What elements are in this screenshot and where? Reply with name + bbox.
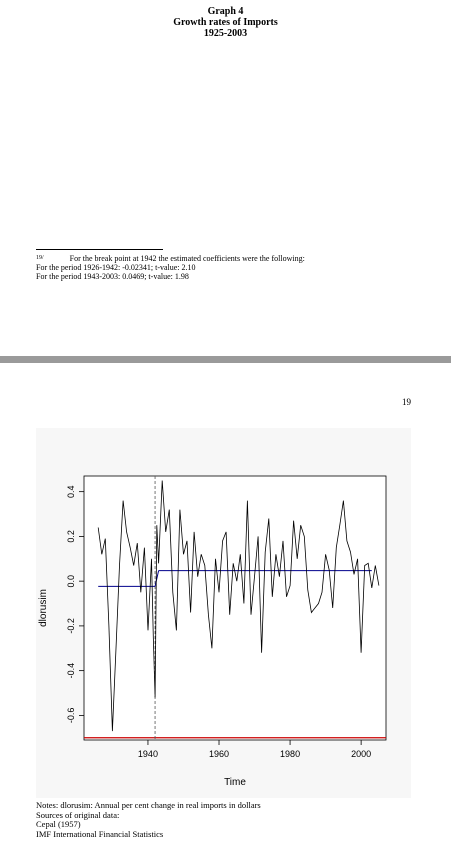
footnote-line-1	[36, 254, 305, 263]
y-tick-label: 0.2	[66, 530, 76, 543]
footnote-rule	[36, 249, 163, 250]
footnote-line-3: For the period 1943-2003: 0.0469; t-value: 1.98	[36, 272, 189, 281]
notes-line-2: Sources of original data:	[36, 809, 120, 820]
notes-line-1: Notes: dlorusim: Annual per cent change in real imports in dollars	[36, 800, 261, 810]
footnote-text-1: For the break point at 1942 the estimated coefficients were the following:	[69, 254, 305, 263]
y-axis-label: dlorusim	[38, 589, 49, 627]
page-separator	[0, 356, 451, 363]
y-tick-label: -0.2	[66, 618, 76, 634]
plot-frame	[84, 476, 386, 740]
x-tick-label: 2000	[351, 749, 372, 759]
footnote	[36, 254, 305, 281]
notes-line-4: IMF International Financial Statistics	[36, 828, 164, 839]
notes-line-3: Cepal (1957)	[36, 819, 81, 830]
x-tick-label: 1940	[137, 749, 158, 759]
y-tick-label: 0.0	[66, 574, 76, 588]
y-tick-label: 0.4	[66, 485, 76, 498]
x-tick-label: 1980	[280, 749, 301, 759]
y-tick-label: -0.6	[66, 707, 76, 724]
chart-notes	[36, 801, 261, 839]
x-axis-label: Time	[224, 777, 246, 788]
footnote-ref: 19/	[36, 255, 44, 261]
graph-title: Growth rates of Imports	[173, 17, 278, 28]
page-number: 19	[402, 397, 411, 407]
footnote-line-2: For the period 1926-1942: -0.02341; t-value: 2.10	[36, 263, 196, 272]
growth-rate-chart	[36, 428, 411, 798]
graph-header	[0, 6, 451, 39]
x-tick-label: 1960	[208, 749, 230, 759]
graph-year-span: 1925-2003	[203, 28, 248, 39]
y-tick-label: -0.4	[66, 662, 76, 679]
graph-number: Graph 4	[207, 6, 244, 17]
